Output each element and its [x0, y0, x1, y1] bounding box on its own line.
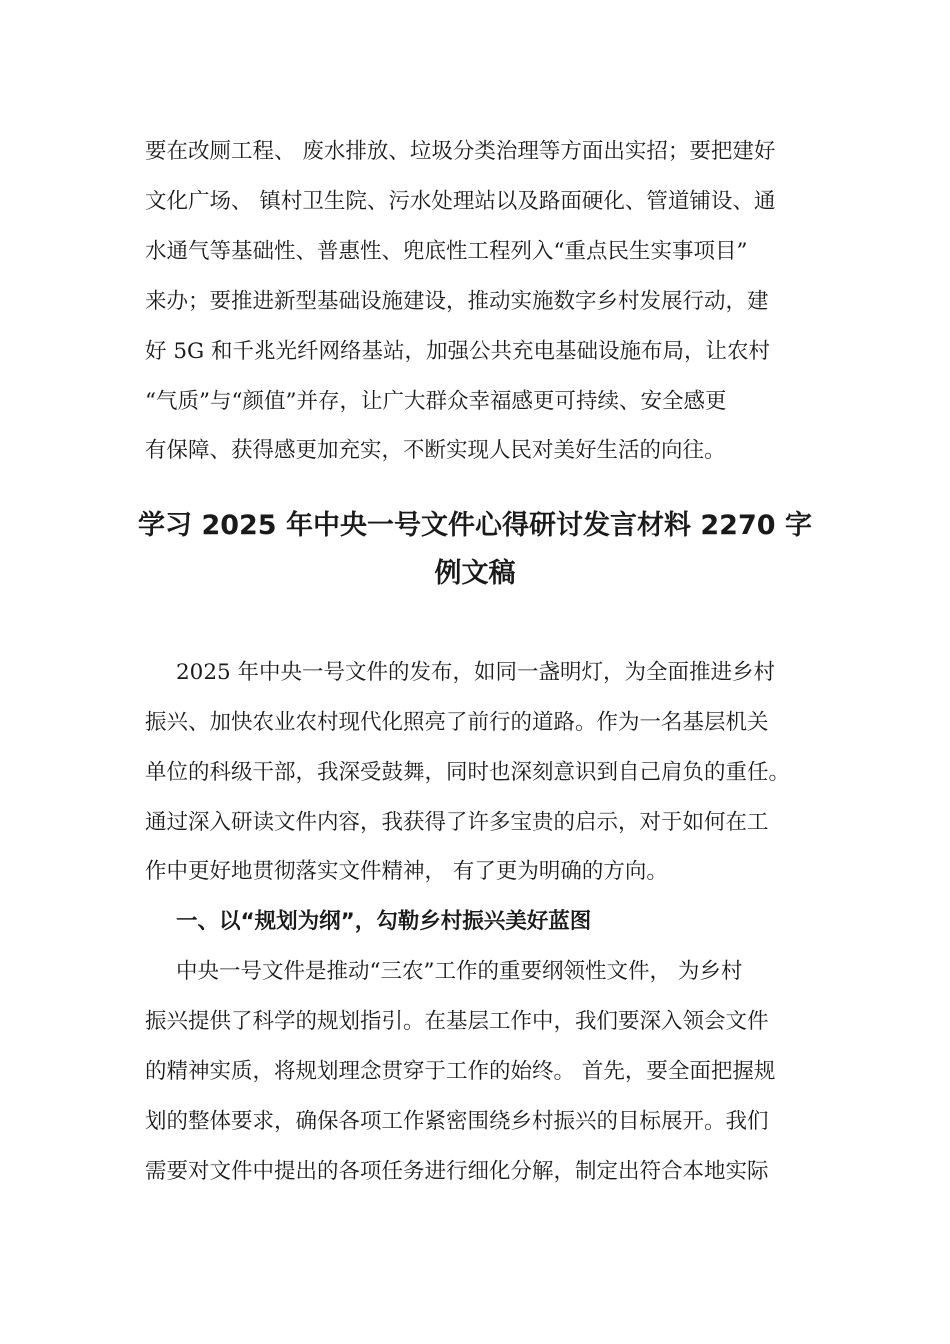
paragraph-line: 2025 年中央一号文件的发布，如同一盏明灯，为全面推进乡村: [176, 660, 776, 685]
paragraph-line: 文化广场、 镇村卫生院、污水处理站以及路面硬化、管道铺设、通: [145, 189, 776, 214]
article-title-line: 例文稿: [434, 558, 516, 589]
paragraph-line: 要在改厕工程、 废水排放、垃圾分类治理等方面出实招；要把建好: [145, 139, 776, 164]
paragraph-line: 的精神实质，将规划理念贯穿于工作的始终。 首先，要全面把握规: [145, 1059, 776, 1084]
paragraph-line: 需要对文件中提出的各项任务进行细化分解，制定出符合本地实际: [145, 1159, 769, 1184]
paragraph-line: “气质”与“颜值”并存，让广大群众幸福感更可持续、安全感更: [145, 389, 727, 414]
paragraph-line: 作中更好地贯彻落实文件精神， 有了更为明确的方向。: [145, 859, 668, 884]
paragraph-line: 单位的科级干部，我深受鼓舞，同时也深刻意识到自己肩负的重任。: [145, 760, 791, 785]
paragraph-line: 中央一号文件是推动“三农”工作的重要纲领性文件， 为乡村: [176, 959, 743, 984]
paragraph-line: 好 5G 和千兆光纤网络基站，加强公共充电基础设施布局，让农村: [145, 339, 771, 364]
paragraph-line: 水通气等基础性、普惠性、兜底性工程列入“重点民生实事项目”: [145, 239, 748, 264]
section-heading: 一、以“规划为纲”，勾勒乡村振兴美好蓝图: [176, 909, 592, 934]
paragraph-line: 振兴、加快农业农村现代化照亮了前行的道路。作为一名基层机关: [145, 710, 769, 735]
paragraph-line: 通过深入研读文件内容，我获得了许多宝贵的启示，对于如何在工: [145, 810, 769, 835]
paragraph-line: 划的整体要求，确保各项工作紧密围绕乡村振兴的目标展开。我们: [145, 1109, 769, 1134]
paragraph-line: 来办；要推进新型基础设施建设，推动实施数字乡村发展行动，建: [145, 289, 769, 314]
article-title-line: 学习 2025 年中央一号文件心得研讨发言材料 2270 字: [138, 510, 812, 541]
paragraph-line: 有保障、获得感更加充实，不断实现人民对美好生活的向往。: [145, 438, 726, 463]
paragraph-line: 振兴提供了科学的规划指引。在基层工作中，我们要深入领会文件: [145, 1009, 769, 1034]
